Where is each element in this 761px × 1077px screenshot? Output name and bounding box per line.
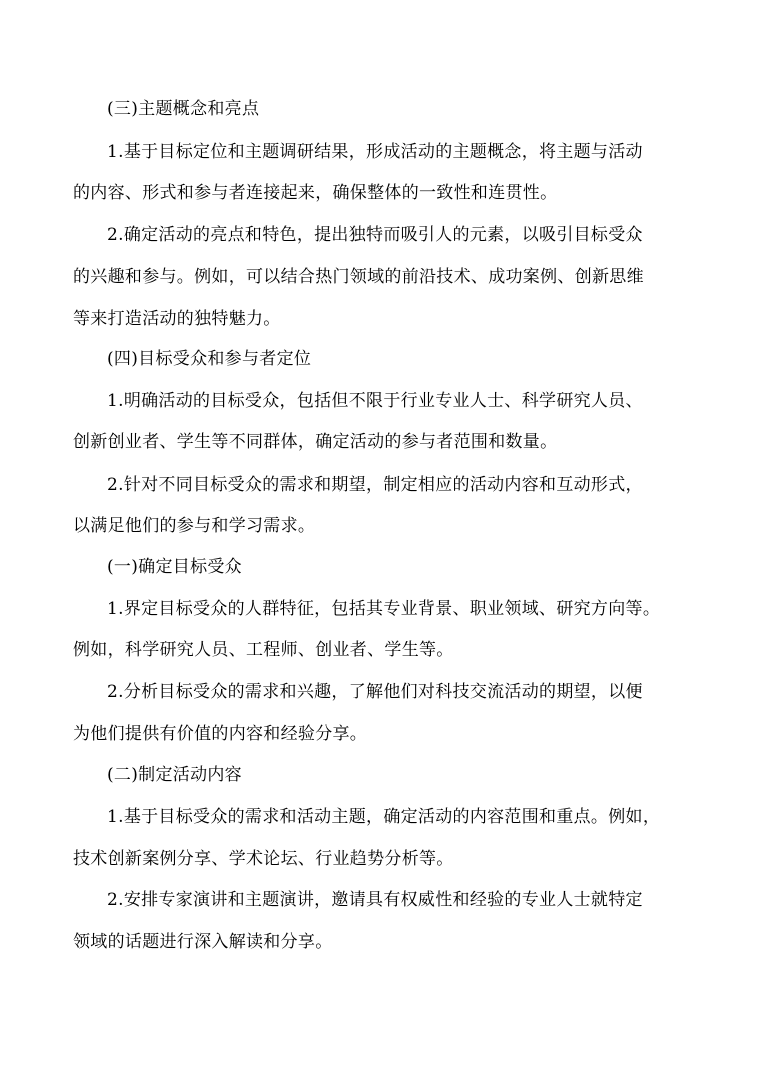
paragraph-line: 2.确定活动的亮点和特色，提出独特而吸引人的元素，以吸引目标受众 xyxy=(107,225,643,245)
paragraph-line: 的内容、形式和参与者连接起来，确保整体的一致性和连贯性。 xyxy=(73,183,558,203)
section-heading-3: (三)主题概念和亮点 xyxy=(107,99,260,119)
section-heading-1: (一)确定目标受众 xyxy=(107,557,242,577)
paragraph-line: 以满足他们的参与和学习需求。 xyxy=(73,516,316,536)
section-heading-4: (四)目标受众和参与者定位 xyxy=(107,349,312,369)
paragraph-line: 1.基于目标受众的需求和活动主题，确定活动的内容范围和重点。例如， xyxy=(107,807,661,827)
paragraph-line: 1.基于目标定位和主题调研结果，形成活动的主题概念，将主题与活动 xyxy=(107,142,643,162)
paragraph-line: 1.界定目标受众的人群特征，包括其专业背景、职业领域、研究方向等。 xyxy=(107,599,661,619)
paragraph-line: 创新创业者、学生等不同群体，确定活动的参与者范围和数量。 xyxy=(73,432,558,452)
paragraph-line: 技术创新案例分享、学术论坛、行业趋势分析等。 xyxy=(73,849,454,869)
paragraph-line: 2.安排专家演讲和主题演讲，邀请具有权威性和经验的专业人士就特定 xyxy=(107,890,643,910)
paragraph-line: 例如，科学研究人员、工程师、创业者、学生等。 xyxy=(73,640,454,660)
paragraph-line: 的兴趣和参与。例如，可以结合热门领域的前沿技术、成功案例、创新思维 xyxy=(73,267,644,287)
section-heading-2: (二)制定活动内容 xyxy=(107,765,242,785)
paragraph-line: 领域的话题进行深入解读和分享。 xyxy=(73,932,333,952)
paragraph-line: 1.明确活动的目标受众，包括但不限于行业专业人士、科学研究人员、 xyxy=(107,391,643,411)
paragraph-line: 等来打造活动的独特魅力。 xyxy=(73,309,281,329)
paragraph-line: 2.分析目标受众的需求和兴趣，了解他们对科技交流活动的期望，以便 xyxy=(107,682,643,702)
paragraph-line: 为他们提供有价值的内容和经验分享。 xyxy=(73,724,368,744)
paragraph-line: 2.针对不同目标受众的需求和期望，制定相应的活动内容和互动形式， xyxy=(107,475,643,495)
